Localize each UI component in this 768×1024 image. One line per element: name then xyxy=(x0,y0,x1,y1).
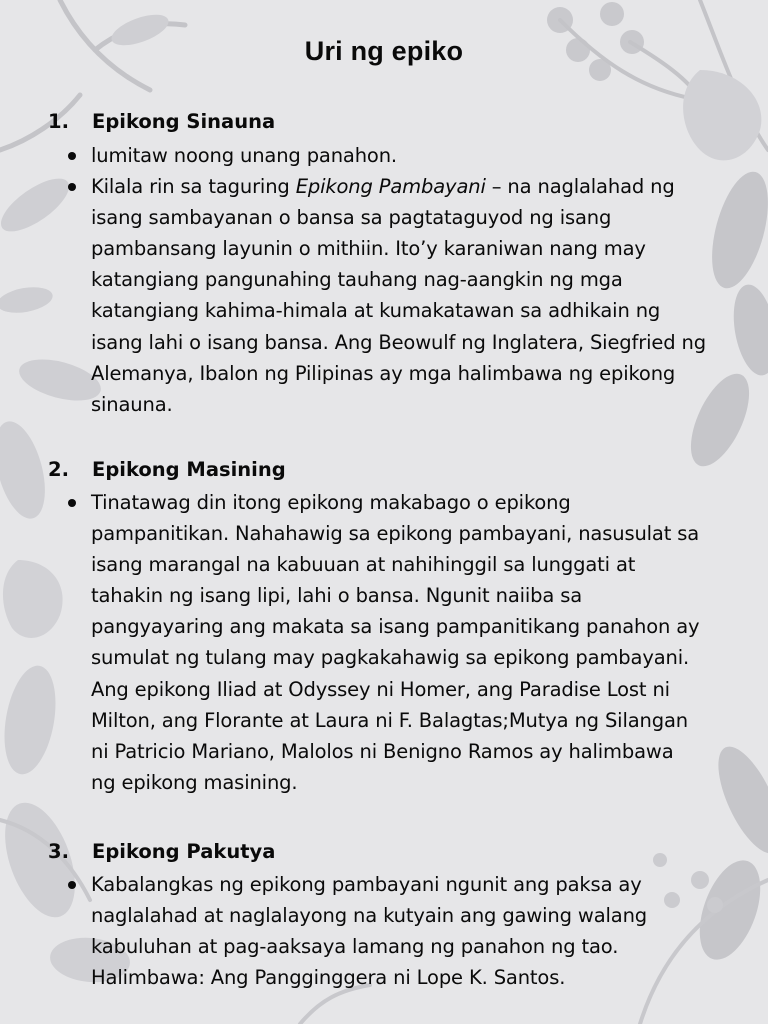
text-line xyxy=(91,264,746,295)
text-line xyxy=(91,642,746,673)
text-run: katangiang kahima-himala at kumakatawan sa adhikain ng xyxy=(91,299,661,323)
text-run: – na naglalahad ng xyxy=(485,175,675,199)
text-run: Kilala rin sa taguring xyxy=(91,175,296,199)
text-line xyxy=(91,736,746,767)
text-run: Halimbawa: Ang Pangginggera ni Lope K. Santos. xyxy=(91,966,566,990)
bullet-list xyxy=(66,140,746,420)
page-title: Uri ng epiko xyxy=(304,36,464,66)
text-line xyxy=(91,674,746,705)
text-line xyxy=(91,327,746,358)
text-line xyxy=(91,549,746,580)
text-run: pambansang layunin o mithiin. Ito’y karaniwan nang may xyxy=(91,237,646,261)
text-line xyxy=(91,962,746,993)
text-run: naglalahad at naglalayong na kutyain ang gawing walang xyxy=(91,904,648,928)
section-title: Epikong Pakutya xyxy=(92,840,276,863)
text-run: ng epikong masining. xyxy=(91,770,298,794)
text-line xyxy=(91,202,746,233)
bullet-dot-icon xyxy=(68,183,76,191)
italic-term: Epikong Pambayani xyxy=(295,175,486,199)
list-item xyxy=(66,171,746,420)
text-line xyxy=(91,295,746,326)
bullet-dot-icon xyxy=(68,881,76,889)
bullet-dot-icon xyxy=(68,499,76,507)
section-title: Epikong Masining xyxy=(92,458,286,481)
text-line xyxy=(91,611,746,642)
bullet-list xyxy=(66,869,746,993)
section-heading xyxy=(48,455,286,485)
text-run: Tinatawag din itong epikong makabago o epikong xyxy=(91,491,571,514)
text-line xyxy=(91,358,746,389)
text-run: isang sambayanan o bansa sa pagtataguyod ng isang xyxy=(91,206,612,230)
text-run: Milton, ang Florante at Laura ni F. Balagtas;Mutya ng Silangan xyxy=(91,708,688,732)
text-run: kabuluhan at pag-aaksaya lamang ng panahon ng tao. xyxy=(91,935,619,959)
text-line xyxy=(91,869,746,900)
text-run: isang lahi o isang bansa. Ang Beowulf ng Inglatera, Siegfried ng xyxy=(91,330,706,354)
text-line xyxy=(91,580,746,611)
text-run: pampanitikan. Nahahawig sa epikong pambayani, nasusulat sa xyxy=(91,522,700,546)
section-number: 2. xyxy=(48,458,69,481)
list-item xyxy=(66,140,746,171)
bullet-list xyxy=(66,487,746,798)
text-line xyxy=(91,487,746,518)
section-number: 1. xyxy=(48,110,69,133)
list-item xyxy=(66,869,746,993)
text-line xyxy=(91,518,746,549)
text-line xyxy=(91,233,746,264)
text-run: pangyayaring ang makata sa isang pampanitikang panahon ay xyxy=(91,615,700,639)
text-run: isang marangal na kabuuan at nahihinggil sa lunggati at xyxy=(91,553,636,577)
text-line xyxy=(91,900,746,931)
text-line xyxy=(91,389,746,420)
text-line xyxy=(91,140,746,171)
text-line xyxy=(91,171,746,202)
text-run: Ang epikong Iliad at Odyssey ni Homer, ang Paradise Lost ni xyxy=(91,677,670,701)
section-heading xyxy=(48,107,275,137)
text-run: ni Patricio Mariano, Malolos ni Benigno Ramos ay halimbawa xyxy=(91,739,674,763)
text-line xyxy=(91,767,746,798)
text-line xyxy=(91,931,746,962)
text-line xyxy=(91,705,746,736)
text-run: sinauna. xyxy=(91,392,173,416)
text-run: lumitaw noong unang panahon. xyxy=(91,144,397,167)
text-run: Kabalangkas ng epikong pambayani ngunit ang paksa ay xyxy=(91,873,642,896)
text-run: tahakin ng isang lipi, lahi o bansa. Ngunit naiiba sa xyxy=(91,584,583,608)
text-run: Alemanya, Ibalon ng Pilipinas ay mga halimbawa ng epikong xyxy=(91,361,676,385)
section-heading xyxy=(48,837,275,867)
list-item xyxy=(66,487,746,798)
text-run: katangiang pangunahing tauhang nag-aangkin ng mga xyxy=(91,268,623,292)
bullet-dot-icon xyxy=(68,152,76,160)
text-run: sumulat ng tulang may pagkakahawig sa epikong pambayani. xyxy=(91,646,690,670)
section-number: 3. xyxy=(48,840,69,863)
section-title: Epikong Sinauna xyxy=(92,110,276,133)
